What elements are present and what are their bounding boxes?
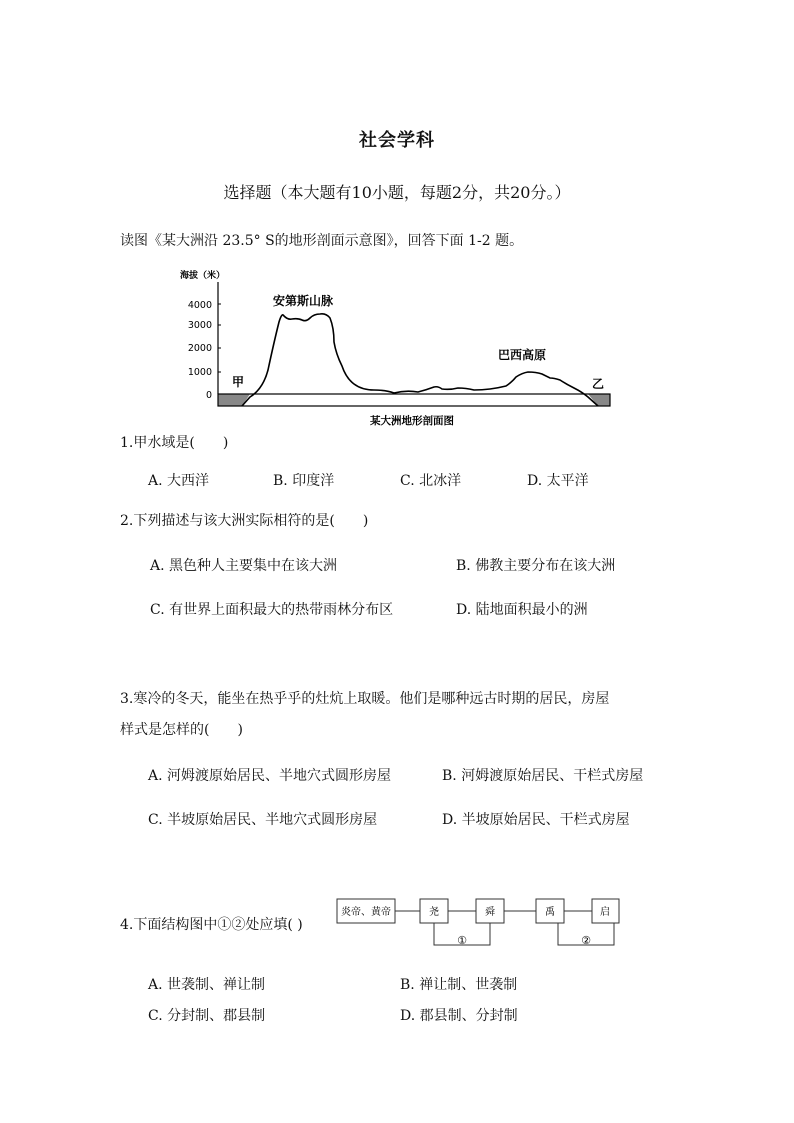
y-axis-label: 海拔（米）: [180, 271, 226, 281]
svg-text:尧: 尧: [429, 907, 439, 918]
question-4-stem: 4.下面结构图中①②处应填( ): [120, 917, 303, 933]
question-3-stem-line-2: 样式是怎样的( ): [120, 722, 243, 738]
svg-text:禹: 禹: [545, 907, 555, 918]
q4-option-c[interactable]: C. 分封制、郡县制: [148, 1008, 266, 1024]
q3-option-a[interactable]: A. 河姆渡原始居民、半地穴式圆形房屋: [148, 768, 392, 784]
q1-option-b[interactable]: B. 印度洋: [273, 473, 335, 489]
question-2-stem: 2.下列描述与该大洲实际相符的是( ): [120, 513, 369, 529]
blank-1: ①: [457, 934, 467, 947]
figure-caption: 某大洲地形剖面图: [370, 415, 454, 427]
q2-option-c[interactable]: C. 有世界上面积最大的热带雨林分布区: [150, 602, 394, 618]
q1-option-a[interactable]: A. 大西洋: [148, 473, 210, 489]
q3-option-b[interactable]: B. 河姆渡原始居民、干栏式房屋: [442, 768, 644, 784]
q2-option-b[interactable]: B. 佛教主要分布在该大洲: [456, 558, 616, 574]
y-tick-3000: 3000: [187, 320, 212, 331]
y-tick-2000: 2000: [187, 343, 212, 354]
svg-text:舜: 舜: [485, 907, 495, 918]
blank-2: ②: [581, 934, 591, 947]
q4-option-b[interactable]: B. 禅让制、世袭制: [400, 977, 518, 993]
q4-option-a[interactable]: A. 世袭制、禅让制: [148, 977, 266, 993]
q4-option-d[interactable]: D. 郡县制、分封制: [400, 1008, 518, 1024]
page-title: 社会学科: [359, 130, 435, 151]
q2-option-d[interactable]: D. 陆地面积最小的洲: [456, 602, 588, 618]
svg-text:启: 启: [600, 907, 610, 918]
left-water-body: [218, 394, 250, 406]
q2-option-a[interactable]: A. 黑色种人主要集中在该大洲: [150, 558, 338, 574]
y-tick-1000: 1000: [187, 367, 212, 378]
terrain-profile-figure: [170, 262, 620, 430]
svg-text:炎帝、黄帝: 炎帝、黄帝: [341, 907, 391, 918]
yi-label: 乙: [592, 377, 605, 391]
question-1-stem: 1.甲水域是( ): [120, 435, 229, 451]
succession-structure-diagram: [336, 898, 620, 950]
section-heading: 选择题（本大题有10小题，每题2分，共20分。）: [223, 183, 571, 202]
q1-option-d[interactable]: D. 太平洋: [527, 473, 589, 489]
andes-label: 安第斯山脉: [273, 294, 334, 308]
q1-option-c[interactable]: C. 北冰洋: [400, 473, 462, 489]
question-3-stem-line-1: 3.寒冷的冬天，能坐在热乎乎的灶炕上取暖。他们是哪种远古时期的居民，房屋: [120, 691, 610, 707]
y-tick-4000: 4000: [187, 300, 212, 311]
reading-prompt: 读图《某大洲沿 23.5° S的地形剖面示意图》，回答下面 1-2 题。: [120, 233, 524, 249]
q3-option-d[interactable]: D. 半坡原始居民、干栏式房屋: [442, 812, 630, 828]
y-tick-0: 0: [205, 390, 212, 401]
jia-label: 甲: [232, 375, 245, 389]
q3-option-c[interactable]: C. 半坡原始居民、半地穴式圆形房屋: [148, 812, 378, 828]
brazil-plateau-label: 巴西高原: [498, 348, 547, 362]
baseline-frame: [218, 394, 610, 406]
